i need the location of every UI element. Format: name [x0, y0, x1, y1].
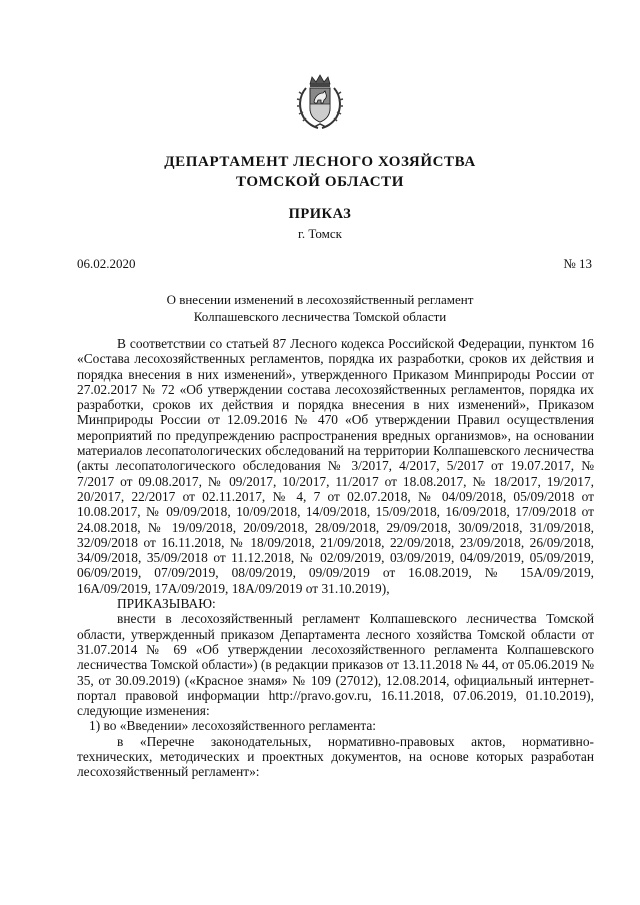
- preamble-paragraph: В соответствии со статьей 87 Лесного кодекса Российской Федерации, пунктом 16 «Состава лесохозяйственных регламентов, порядка их разработки, сроков их действия и порядка внесения в них изменений», утвержденного Приказом Минприроды России от 27.02.2017 № 72 «Об утверждении состава лесохозяйственных регламентов, порядка их разработки, сроков их действия и порядка внесения в них изменений», Приказом Минприроды России от 12.09.2016 № 470 «Об утверждении Правил осуществления мероприятий по предупреждению распространения вредных организмов», на основании материалов лесопатологических обследований на территории Колпашевского лесничества (акты лесопатологического обследования № 3/2017, 4/2017, 5/2017 от 19.07.2017, № 7/2017 от 09.08.2017, № 09/2017, 10/2017, 11/2017 от 18.08.2017, № 18/2017, 19/2017, 20/2017, 22/2017 от 02.11.2017, № 4, 7 от 02.07.2018, № 04/09/2018, 05/09/2018 от 10.08.2017, № 09/09/2018, 10/09/2018, 14/09/2018, 15/09/2018, 16/09/2018, 17/09/2018 от 24.08.2018, № 19/09/2018, 20/09/2018, 28/09/2018, 29/09/2018, 30/09/2018, 31/09/2018, 32/09/2018 от 16.11.2018, № 18/09/2018, 21/09/2018, 22/09/2018, 23/09/2018, 26/09/2018, 34/09/2018, 35/09/2018 от 11.12.2018, № 02/09/2019, 03/09/2019, 04/09/2019, 05/09/2019, 06/09/2019, 07/09/2019, 08/09/2019, 09/09/2019 от 16.08.2019, № 15А/09/2019, 16А/09/2019, 17А/09/2019, 18А/09/2019 от 31.10.2019),: [77, 336, 594, 596]
- document-body: [77, 336, 594, 780]
- document-date: 06.02.2020: [77, 256, 136, 271]
- subject-line-2: Колпашевского лесничества Томской области: [193, 309, 447, 324]
- order-paragraph: внести в лесохозяйственный регламент Колпашевского лесничества Томской области, утвержденный приказом Департамента лесного хозяйства Томской области от 31.07.2014 № 69 «Об утверждении лесохозяйственного регламента Колпашевского лесничества Томской области») (в редакции приказов от 13.11.2018 № 44, от 05.06.2019 № 35, от 30.09.2019) («Красное знамя» № 109 (27012), 12.08.2014, официальный интернет-портал правовой информации http://pravo.gov.ru, 16.11.2018, 07.06.2019, 01.10.2019), следующие изменения:: [77, 611, 594, 719]
- department-name: [0, 152, 640, 192]
- item-1-paragraph: в «Перечне законодательных, нормативно-правовых актов, нормативно-технических, методических и проектных документов, на основе которых разработан лесохозяйственный регламент»:: [77, 733, 594, 780]
- department-line-2: ТОМСКОЙ ОБЛАСТИ: [235, 174, 405, 190]
- item-1-heading: 1) во «Введении» лесохозяйственного регламента:: [89, 718, 377, 734]
- subject-line-1: О внесении изменений в лесохозяйственный регламент: [166, 292, 474, 307]
- document-type: ПРИКАЗ: [288, 206, 352, 222]
- tomsk-region-coat-of-arms-icon: [296, 74, 344, 130]
- document-subject: [0, 291, 640, 325]
- department-line-1: ДЕПАРТАМЕНТ ЛЕСНОГО ХОЗЯЙСТВА: [164, 154, 476, 170]
- order-word: ПРИКАЗЫВАЮ:: [117, 596, 216, 612]
- document-city: г. Томск: [298, 226, 342, 241]
- document-number: № 13: [563, 256, 592, 271]
